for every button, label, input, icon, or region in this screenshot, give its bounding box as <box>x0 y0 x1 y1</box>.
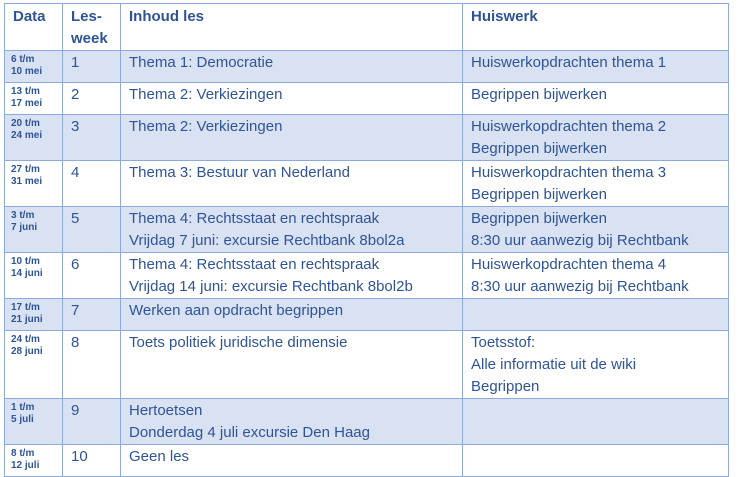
table-row <box>5 115 729 161</box>
header-week <box>63 4 121 51</box>
lesson-text: Thema 2: Verkiezingen <box>129 86 283 103</box>
date-text: 20 t/m <box>11 118 40 129</box>
header-lesson-label: Inhoud les <box>129 8 204 25</box>
lesson-text: Thema 1: Democratie <box>129 54 274 71</box>
header-lesson <box>121 4 463 51</box>
lesson-text: Vrijdag 14 juni: excursie Rechtbank 8bol2b <box>129 278 413 295</box>
week-cell: 7 <box>63 299 121 331</box>
lesson-cell <box>121 299 463 331</box>
date-text: 27 t/m <box>11 164 40 175</box>
week-cell: 9 <box>63 399 121 445</box>
week-cell: 10 <box>63 445 121 477</box>
homework-text: Alle informatie uit de wiki <box>471 356 637 373</box>
header-homework <box>463 4 729 51</box>
lesson-cell <box>121 115 463 161</box>
header-homework-label: Huiswerk <box>471 8 538 25</box>
lesson-text: Thema 2: Verkiezingen <box>129 118 283 135</box>
homework-cell <box>463 161 729 207</box>
header-week-label-1: Les- <box>71 8 102 25</box>
lesson-cell <box>121 161 463 207</box>
lesson-text: Donderdag 4 juli excursie Den Haag <box>129 424 370 441</box>
homework-text: Huiswerkopdrachten thema 1 <box>471 54 667 71</box>
date-text: 12 juli <box>11 460 40 471</box>
lesson-text: Geen les <box>129 448 190 465</box>
header-week-label-2: week <box>71 30 108 47</box>
table-row <box>5 399 729 445</box>
date-text: 5 juli <box>11 414 34 425</box>
lesson-cell <box>121 83 463 115</box>
lesson-text: Hertoetsen <box>129 402 203 419</box>
week-cell: 8 <box>63 331 121 399</box>
lesson-text: Thema 3: Bestuur van Nederland <box>129 164 350 181</box>
lesson-cell <box>121 331 463 399</box>
homework-text: Begrippen <box>471 378 540 395</box>
table-row <box>5 299 729 331</box>
lesson-cell <box>121 51 463 83</box>
lesson-cell <box>121 207 463 253</box>
date-cell <box>5 83 63 115</box>
date-text: 13 t/m <box>11 86 40 97</box>
homework-text: Begrippen bijwerken <box>471 140 607 157</box>
date-cell <box>5 207 63 253</box>
date-text: 28 juni <box>11 346 43 357</box>
date-text: 6 t/m <box>11 54 35 65</box>
lesson-cell <box>121 445 463 477</box>
homework-cell <box>463 399 729 445</box>
table-row <box>5 161 729 207</box>
homework-cell <box>463 445 729 477</box>
lesson-text: Thema 4: Rechtsstaat en rechtspraak <box>129 256 380 273</box>
homework-text: Huiswerkopdrachten thema 2 <box>471 118 667 135</box>
lesson-cell <box>121 253 463 299</box>
date-text: 24 t/m <box>11 334 40 345</box>
date-text: 7 juni <box>11 222 38 233</box>
date-cell <box>5 161 63 207</box>
date-text: 17 t/m <box>11 302 40 313</box>
homework-cell <box>463 83 729 115</box>
homework-text: Huiswerkopdrachten thema 3 <box>471 164 667 181</box>
date-cell <box>5 115 63 161</box>
date-text: 10 t/m <box>11 256 40 267</box>
date-cell <box>5 331 63 399</box>
date-cell <box>5 253 63 299</box>
table-row <box>5 207 729 253</box>
lesson-text: Vrijdag 7 juni: excursie Rechtbank 8bol2a <box>129 232 405 249</box>
date-text: 24 mei <box>11 130 43 141</box>
homework-text: Begrippen bijwerken <box>471 210 607 227</box>
date-cell <box>5 445 63 477</box>
header-date-label: Data <box>13 8 46 25</box>
date-text: 14 juni <box>11 268 43 279</box>
table-row <box>5 51 729 83</box>
homework-cell <box>463 207 729 253</box>
lesson-cell <box>121 399 463 445</box>
table-row <box>5 445 729 477</box>
homework-cell <box>463 115 729 161</box>
date-cell <box>5 399 63 445</box>
date-cell <box>5 51 63 83</box>
week-cell: 5 <box>63 207 121 253</box>
week-cell: 6 <box>63 253 121 299</box>
homework-text: 8:30 uur aanwezig bij Rechtbank <box>471 232 689 249</box>
lesson-text: Thema 4: Rechtsstaat en rechtspraak <box>129 210 380 227</box>
week-cell: 1 <box>63 51 121 83</box>
lesson-schedule-table <box>4 3 729 477</box>
homework-text: Huiswerkopdrachten thema 4 <box>471 256 667 273</box>
lesson-text: Werken aan opdracht begrippen <box>129 302 344 319</box>
homework-cell <box>463 331 729 399</box>
date-text: 21 juni <box>11 314 43 325</box>
table-row <box>5 83 729 115</box>
date-cell <box>5 299 63 331</box>
lesson-text: Toets politiek juridische dimensie <box>129 334 348 351</box>
table-row <box>5 331 729 399</box>
homework-cell <box>463 253 729 299</box>
date-text: 3 t/m <box>11 210 35 221</box>
week-cell: 4 <box>63 161 121 207</box>
table-row <box>5 253 729 299</box>
header-row <box>5 4 729 51</box>
homework-cell <box>463 299 729 331</box>
homework-text: Toetsstof: <box>471 334 536 351</box>
date-text: 17 mei <box>11 98 43 109</box>
homework-text: 8:30 uur aanwezig bij Rechtbank <box>471 278 689 295</box>
date-text: 10 mei <box>11 66 43 77</box>
date-text: 8 t/m <box>11 448 35 459</box>
date-text: 1 t/m <box>11 402 35 413</box>
homework-text: Begrippen bijwerken <box>471 86 607 103</box>
week-cell: 3 <box>63 115 121 161</box>
homework-text: Begrippen bijwerken <box>471 186 607 203</box>
homework-cell <box>463 51 729 83</box>
header-date <box>5 4 63 51</box>
date-text: 31 mei <box>11 176 43 187</box>
week-cell: 2 <box>63 83 121 115</box>
